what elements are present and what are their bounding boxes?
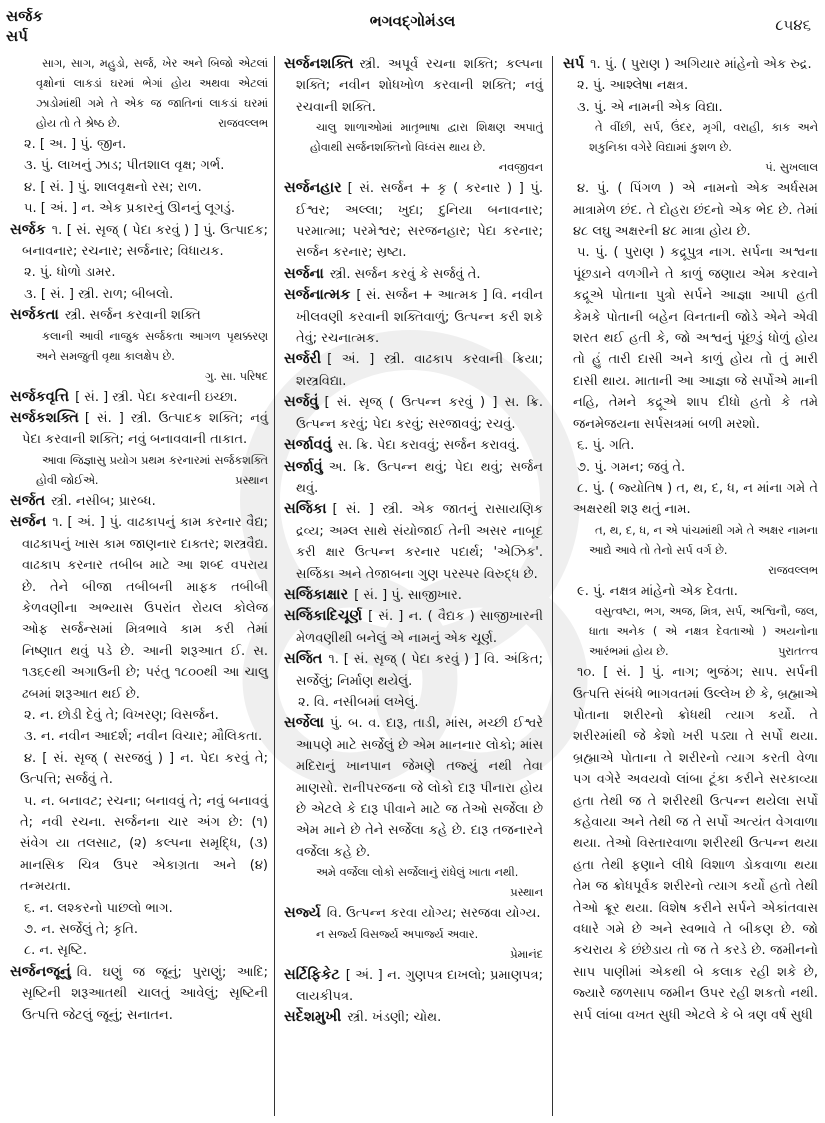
citation-source: રાજવલ્લભ (218, 117, 268, 130)
block-text: ૮. ન. સૃષ્ટિ. (24, 943, 87, 959)
block-text: અમે વર્જેલા લોકો સર્જેલાનું રાંધેલું ખાતા નથી. (316, 866, 519, 880)
entry-sense (10, 134, 268, 155)
headword: સર્ટિફિકેટ (284, 966, 340, 983)
guide-word-last: સર્પ (6, 27, 28, 45)
block-text: ૭. પું. ગમન; જવું તે. (577, 459, 686, 475)
block-text: ચાલુ શાળાઓમાં માતૃભાષા દ્વારા શિક્ષણ અપાતું હોવાથી સર્જનશક્તિનો વિધ્વંસ થાય છે. (310, 121, 543, 155)
headword: સર્જનાત્મક (284, 287, 351, 304)
dictionary-entry (10, 305, 268, 326)
entry-sense (10, 198, 268, 219)
headword: સર્જાવવું (284, 437, 332, 454)
citation-quote (10, 451, 268, 491)
citation-source: પુરાતત્ત્વ (778, 645, 818, 659)
citation-source: ગુ. સા. પરિષદ (205, 369, 268, 383)
block-text: ૨. પું. ધોળો ડામર. (24, 265, 116, 281)
block-text: ૪. [ સં. સૃજ્ ( સરજવું ) ] ન. પેદા કરવું તે; ઉત્પત્તિ; સર્જવું તે. (20, 750, 268, 788)
dictionary-entry (284, 54, 543, 118)
headword: સર્જવું (284, 394, 319, 411)
definition: [ સં. ] સ્ત્રી. પેદા કરવાની ઇચ્છા. (75, 389, 238, 405)
dictionary-entry (284, 713, 543, 863)
definition: ૧. [ અં. ] પું. વાઢકાપનું કામ કરનાર વૈદ્ય; વાઢકાપનું ખાસ કામ જાણનાર દાક્તર; શસ્ત્રવૈદ્ય. વાઢકાપ કરનાર તબીબ માટે આ શબ્દ વપરાય છે. તેને બીજા તબીબની માફક તબીબી કેળવણીના અભ્યાસ ઉપરાંત રોયલ કોલેજ ઓફ સર્જન્સમાં મિત્રભાવે કામ કરી તેમાં નિષ્ણાત થવું પડે છે. આની શરૂઆત ઈ. સ. ૧૩૬૯થી અગાઉની છે; પરંતુ ૧૮૦૦થી આ ચાલુ ઢબમાં શરૂઆત થઈ છે. (22, 515, 268, 702)
definition: સ્ત્રી. ખંડણી; ચોથ. (347, 1010, 442, 1026)
headword: સર્જક (10, 221, 46, 238)
dictionary-entry (10, 962, 268, 1026)
block-text: ૮. પું. ( જ્યોતિષ ) ત, થ, દ, ધ, ન માંના ગમે તે અક્ષરથી શરૂ થતું નામ. (573, 480, 818, 518)
entry-sense (563, 457, 818, 478)
block-text: ૩. પું. લાખનું ઝાડ; પીતશાલ વૃક્ષ; ગર્ભ. (24, 158, 225, 174)
column-3 (563, 54, 818, 1026)
definition: અ. ક્રિ. ઉત્પન્ન થવું; પેદા થવું; સર્જન થવું. (296, 459, 543, 496)
entry-sense (10, 155, 268, 176)
citation-quote (284, 925, 543, 945)
entry-sense (10, 177, 268, 198)
dictionary-entry (563, 54, 818, 75)
headword: સર્જરી (284, 351, 322, 368)
block-text: ૯. પું. નક્ષત્ર માંહેનો એક દેવતા. (577, 583, 738, 599)
definition: [ અં. ] સ્ત્રી. વાઢકાપ કરવાની ક્રિયા; શસ્ત્રવિદ્યા. (296, 352, 543, 389)
headword: સર્દેશમુખી (284, 1009, 342, 1026)
headword: સર્જનહાર (284, 180, 342, 197)
dictionary-entry (284, 392, 543, 435)
citation-quote (563, 602, 818, 662)
headword: સર્જનજૂનું (10, 963, 71, 980)
definition: સ. ક્રિ. પેદા કરાવવું; સર્જન કરાવવું. (337, 438, 520, 454)
definition: વિ. ઘણું જ જૂનું; પુરાણું; આદિ; સૃષ્ટિની શરૂઆતથી ચાલતું આવેલું; સૃષ્ટિની ઉત્પત્તિ જેટલું જૂનું; સનાતન. (22, 964, 268, 1023)
entry-sense (563, 478, 818, 521)
block-text: ૨. વિ. નસીબમાં લખેલું. (298, 694, 419, 710)
page-number: ૮૫૪૬ (775, 16, 811, 34)
dictionary-entry (10, 408, 268, 451)
dictionary-entry (10, 220, 268, 263)
dictionary-entry (284, 285, 543, 349)
dictionary-entry (284, 435, 543, 456)
block-text: તે વીંછી, સર્પ, ઉંદર, મૃગી, વરાહી, કાક અને શકુનિકા વગેરે વિદ્યામાં કુશળ છે. (589, 121, 818, 155)
entry-sense (10, 284, 268, 305)
block-text: ૩. પું. એ નામની એક વિદ્યા. (577, 99, 723, 115)
block-text: ૨. પું. આશ્લેષા નક્ષત્ર. (577, 78, 689, 94)
entry-sense (563, 435, 818, 456)
guide-word-first: સર્જક (6, 7, 43, 25)
column-2 (284, 54, 543, 1029)
headword: સર્જાવું (284, 458, 323, 475)
entry-sense (563, 242, 818, 435)
headword: સર્જનશક્તિ (284, 56, 354, 72)
entry-sense (10, 898, 268, 919)
headword: સર્જકતા (10, 307, 59, 324)
dictionary-entry (284, 178, 543, 264)
block-text: ૨. ન. છોડી દેવું તે; વિખરણ; વિસર્જન. (24, 707, 219, 723)
dictionary-entry (284, 457, 543, 500)
block-text: વસુત્વષ્ટા, ભગ, અજ, મિત્ર, સર્પ, અશ્વિનૌ, જલ, ધાતા અનેક ( એ નક્ષત્ર દેવતાઓ ) અયનોના આરંભમાં હોય છે. (589, 605, 818, 659)
dictionary-entry (284, 903, 543, 924)
entry-sense (563, 75, 818, 96)
definition: [ સં. સર્જન + કૃ ( કરનાર ) ] પું. ઈશ્વર; અલ્લા; ખુદા; દુનિયા બનાવનાર; પરમાત્મા; પરમેશ્વર; સરજનહાર; પેદા કરનાર; સર્જન કરનાર; સ્રષ્ટા. (296, 181, 543, 261)
entry-sense (563, 97, 818, 118)
dictionary-entry (10, 512, 268, 705)
citation-quote (284, 118, 543, 158)
citation-source: પં. સુખલાલ (765, 161, 818, 175)
definition: [ સં. સૃજ્ ( ઉત્પન્ન કરવું ) ] સ. ક્રિ. ઉત્પન્ન કરવું; પેદા કરવું; સરજાવવું; રચવું. (296, 395, 543, 432)
definition: સ્ત્રી. સર્જન કરવાની શક્તિ (64, 308, 201, 324)
block-text: ૩. [ સં. ] સ્ત્રી. રાળ; બીબલો. (24, 286, 174, 302)
headword: સર્જત (10, 492, 46, 509)
entry-sense (563, 662, 818, 1026)
column-1 (10, 54, 268, 1026)
dictionary-entry (284, 499, 543, 585)
definition: [ સં. ] સ્ત્રી. એક જાતનું રાસાયણિક દ્રવ્ય; અમ્લ સાથે સંયોજાઈ તેની અસર નાબૂદ કરી ક્ષાર ઉત્પન્ન કરનાર પદાર્થ; 'એઝિક'. સર્જિકા અને તેજાબના ગુણ પરસ્પર વિરુદ્ધ છે. (296, 502, 543, 582)
citation-quote (284, 863, 543, 883)
entry-sense (10, 705, 268, 726)
entry-sense (563, 581, 818, 602)
block-text: ૪. [ સં. ] પું. શાલવૃક્ષનો રસ; રાળ. (24, 179, 202, 195)
entry-sense (563, 178, 818, 242)
book-title: ભગવદ્ગોમંડલ (369, 12, 456, 30)
headword: સર્જ્ય (284, 905, 321, 922)
headword: સર્જેલા (284, 715, 324, 732)
headword: સર્જિકાક્ષાર (284, 586, 349, 603)
entry-sense (284, 692, 543, 713)
citation-source: રાજવલ્લભ (768, 563, 818, 577)
definition: ૧. [ સં. સૃજ્ ( પેદા કરવું ) ] પું. ઉત્પાદક; બનાવનાર; રચનાર; સર્જનાર; વિધાયક. (22, 222, 268, 260)
citation-quote (563, 521, 818, 561)
headword: સર્જકવૃત્તિ (10, 388, 70, 405)
headword: સર્જિત (284, 651, 323, 668)
entry-sense (10, 791, 268, 898)
entry-sense (10, 940, 268, 961)
entry-sense (10, 726, 268, 747)
dictionary-entry (284, 606, 543, 649)
definition: ૧. [ સં. સૃજ્ ( પેદા કરવું ) ] વિ. અંકિત; સર્જેલું; નિર્માણ થયેલું. (296, 652, 543, 689)
headword: સર્પ (563, 56, 585, 72)
column-divider (552, 56, 553, 1116)
dictionary-entry (284, 585, 543, 606)
headword: સર્જન (10, 514, 47, 531)
column-divider (274, 56, 275, 1116)
block-text: ૪. પું. ( પિંગળ ) એ નામનો એક અર્ધસમ માત્રામેળ છંદ. તે દોહરા છંદનો એક ભેદ છે. તેમાં ૪૮ લઘુ અક્ષરની ૪૮ માત્રા હોય છે. (573, 181, 818, 240)
definition: [ અં. ] ન. ગુણપત્ર દાખલો; પ્રમાણપત્ર; લાયકીપત્ર. (296, 967, 543, 1005)
block-text: આવા જિજ્ઞાસુ પ્રયોગ પ્રથમ કરનારમાં સર્જકશક્તિ હોવી જોઈએ. (36, 453, 268, 487)
dictionary-entry (284, 264, 543, 285)
citation-quote (10, 327, 268, 367)
entry-sense (10, 262, 268, 283)
block-text: સાગ, સાગ, મહુડો, સર્જ, ખેર અને બિજો એટલાં વૃક્ષોનાં લાકડાં ઘરમાં ભેગાં હોય અથવા એટલાં ઝાડોમાંથી ગમે તે એક જ જાતિનાં લાકડાં ઘરમાં હોય તો તે શ્રેષ્ઠ છે. (36, 57, 268, 130)
block-text: ૫. પું. ( પુરાણ ) કદ્રૂપુત્ર નાગ. સર્પના અશ્વના પૂંછડાને વળગીને તે કાળું જણાય એમ કરવાને કદ્રૂએ પોતાના પુત્રો સર્પને આજ્ઞા આપી હતી કેમકે પોતાની બહેન વિનતાની જોડે એને એવી શરત થઈ હતી કે, જો અશ્વનું પૂંછડું ધોળું હોય તો હું તારી દાસી અને કાળું હોય તો તું મારી દાસી થાય. માતાની આ આજ્ઞા જે સર્પોએ માની નહિ, તેમને કદ્રૂએ શાપ દીધો હતો કે તમે જનમેજયના સર્પસત્રમાં બળી મરશો. (573, 245, 818, 432)
definition: [ સં. ] ન. ( વૈદ્યક ) સાજીખારની મેળવણીથી બનેલું એ નામનું એક ચૂર્ણ. (296, 609, 543, 646)
citation-source: નવજીવન (498, 161, 543, 175)
definition: સ્ત્રી. અપૂર્વ રચના શક્તિ; કલ્પના શક્તિ; નવીન શોધખોળ કરવાની શક્તિ; નવું રચવાની શક્તિ. (296, 57, 543, 115)
citation-source: પ્રસ્થાન (510, 886, 543, 900)
dictionary-entry (284, 649, 543, 692)
block-text: ૫. ન. બનાવટ; રચના; બનાવવું તે; નવું બનાવવું તે; નવી રચના. સર્જનના ચાર અંગ છે: (૧) સંવેગ યા તલસાટ, (૨) કલ્પના સમૃદ્ધિ, (૩) માનસિક ચિત્ર ઉપર એકાગ્રતા અને (૪) તન્મયતા. (20, 793, 268, 895)
block-text: ૬. પું. ગતિ. (577, 438, 635, 454)
citation-source: પ્રસ્થાન (235, 473, 268, 487)
dictionary-entry (284, 349, 543, 392)
headword: સર્જિકા (284, 501, 327, 518)
citation-quote (10, 54, 268, 134)
definition: [ સં. સર્જન + આત્મક ] વિ. નવીન ખીલવણી કરવાની શક્તિવાળું; ઉત્પન્ન કરી શકે તેવું; રચનાત્મક. (296, 288, 543, 347)
block-text: ૩. ન. નવીન આદર્શ; નવીન વિચાર; મૌલિકતા. (24, 729, 263, 745)
definition: [ સં. ] સ્ત્રી. ઉત્પાદક શક્તિ; નવું પેદા કરવાની શક્તિ; નવું બનાવવાની તાકાત. (22, 411, 268, 448)
entry-sense (10, 919, 268, 940)
block-text: ન સર્જ્ય વિસર્જ્ય અપાર્જ્ય અવાર. (316, 927, 479, 941)
headword: સર્જકશક્તિ (10, 410, 79, 427)
dictionary-entry (10, 387, 268, 408)
citation-quote (563, 118, 818, 158)
block-text: ૬. ન. લશ્કરનો પાછલો ભાગ. (24, 900, 173, 916)
headword: સર્જિકાદિચૂર્ણ (284, 608, 363, 625)
definition: પું. બ. વ. દારૂ, તાડી, માંસ, મચ્છી ઈશ્વરે આપણે માટે સર્જેલું છે એમ માનનાર લોકો; માંસ મદિરાનું ખાનપાન જેમણે તજ્યું નથી તેવા માણસો. રાનીપરજના જે લોકો દારૂ પીનારા હોય છે એટલે કે દારૂ પીવાને માટે જ તેઓ સર્જેલા છે એમ માને છે તેને સર્જેલા કહે છે. દારૂ તજનારને વર્જેલા કહે છે. (296, 716, 543, 860)
block-text: ૫. [ અં. ] ન. એક પ્રકારનું ઊનનું લૂગડું. (24, 201, 236, 217)
definition: ૧. પું. ( પુરાણ ) અગિયાર માંહેનો એક રુદ્ર. (590, 57, 812, 72)
dictionary-entry (284, 1007, 543, 1028)
dictionary-entry (10, 491, 268, 512)
headword: સર્જના (284, 265, 324, 282)
dictionary-entry (284, 965, 543, 1008)
block-text: ૧૦. [ સં. ] પું. નાગ; ભુજંગ; સાપ. સર્પની ઉત્પત્તિ સંબંધે ભાગવતમાં ઉલ્લેખ છે કે, બ્રહ્માએ પોતાના શરીરનો ક્રોધથી ત્યાગ કર્યો. તે શરીરમાંથી જે કેશો ખરી પડ્યા તે સર્પો થયા. બ્રહ્માએ પોતાના તે શરીરનો ત્યાગ કરતી વેળા પગ વગેરે અવયવો લાંબા ટૂંકા કરીને સરકાવ્યા હતા તેથી જ તે શરીરથી ઉત્પન્ન થયેલા સર્પો કહેવાયા અને તેથી જ તે સર્પો અત્યંત વેગવાળા થયા. તેઓ વિસ્તારવાળા શરીરથી ઉત્પન્ન થયા હતા તેથી ફણાને લીધે વિશાળ ડોકવાળા થયા તેમ જ ક્રોધપૂર્વક શરીરનો ત્યાગ કર્યો હતો તેથી તેઓ ક્રૂર થયા. વિશેષ કરીને સર્પને એકાંતવાસ વધારે ગમે છે અને સ્વભાવે તે બીકણ છે. જો કચરાય કે છંછેડાય તો જ તે કરડે છે. જમીનનો સાપ પાણીમાં એકથી બે કલાક રહી શકે છે, જ્યારે જળસાપ જમીન ઉપર રહી શકતો નથી. સર્પ લાંબા વખત સુધી એટલે કે બે ત્રણ વર્ષ સુધી (573, 665, 818, 1023)
definition: વિ. ઉત્પન્ન કરવા યોગ્ય; સરજવા યોગ્ય. (326, 906, 541, 922)
block-text: કલાની આવી નાજુક સર્જકતા આગળ પૃથક્કરણ અને સમજુતી વૃથા કાલક્ષેપ છે. (36, 329, 268, 363)
block-text: ત, થ, દ, ધ, ન એ પાંચમાંથી ગમે તે અક્ષર નામના આદ્યે આવે તો તેનો સર્પ વર્ગ છે. (589, 523, 818, 557)
block-text: ૨. [ અ. ] પું. જીન. (24, 137, 127, 152)
entry-sense (10, 748, 268, 791)
block-text: ૭. ન. સર્જેલું તે; કૃતિ. (24, 922, 139, 937)
definition: [ સં. ] પું. સાજીખાર. (354, 587, 462, 603)
definition: સ્ત્રી. નસીબ; પ્રારબ્ધ. (51, 493, 156, 509)
definition: સ્ત્રી. સર્જન કરવું કે સર્જવું તે. (329, 266, 481, 282)
citation-source: પ્રેમાનંદ (510, 947, 543, 961)
